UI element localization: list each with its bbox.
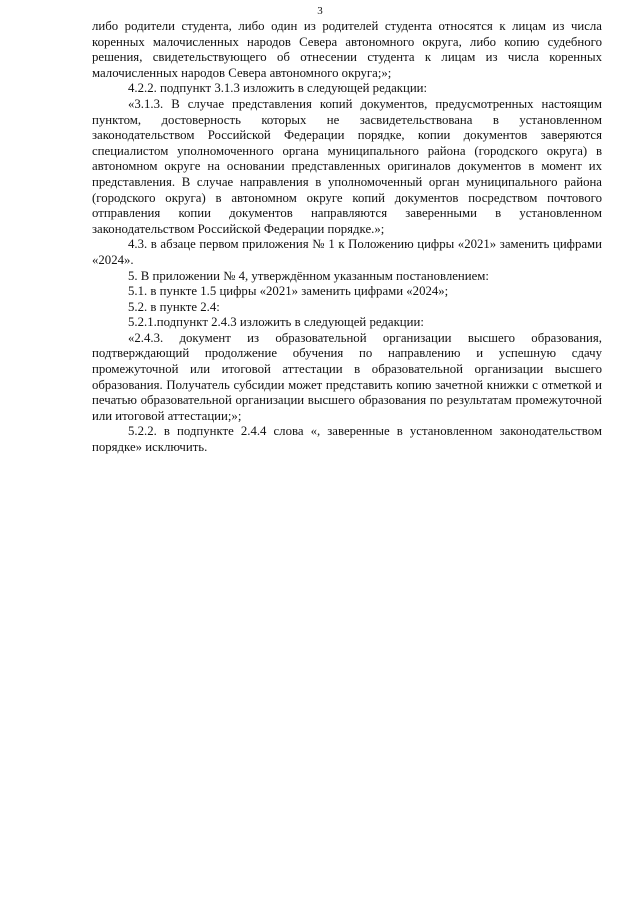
paragraph-5-1: 5.1. в пункте 1.5 цифры «2021» заменить цифрами «2024»; bbox=[128, 284, 449, 299]
paragraph-3-1-3-quote: «3.1.3. В случае представления копий документов, предусмотренных настоящим пунктом, достоверность которых не засвидетельствована в установленном законодательством Российской Федерации порядке, копии документов заверяются специалистом уполномоченного органа муниципального района (городского округа) в автономном округе на основании представленных оригиналов документов в момент их представления. В случае направления в уполномоченный орган муниципального района (городского округа) в автономном округе копий документов посредством почтового отправления копии документов направляются заверенными в установленном законодательством Российской Федерации порядке.»; bbox=[92, 96, 602, 236]
paragraph-5-2-2: 5.2.2. в подпункте 2.4.4 слова «, заверенные в установленном законодательством порядке» исключить. bbox=[92, 424, 602, 455]
paragraph-continuation: либо родители студента, либо один из родителей студента относятся к лицам из числа коренных малочисленных народов Севера автономного округа, либо копию судебного решения, свидетельствующего об отнесении студента к лицам из числа коренных малочисленных народов Севера автономного округа;»; bbox=[92, 19, 602, 80]
paragraph-5-2-1: 5.2.1.подпункт 2.4.3 изложить в следующей редакции: bbox=[128, 315, 424, 330]
paragraph-4-3: 4.3. в абзаце первом приложения № 1 к Положению цифры «2021» заменить цифрами «2024». bbox=[92, 237, 602, 267]
page-number: 3 bbox=[317, 5, 323, 17]
paragraph-4-2-2: 4.2.2. подпункт 3.1.3 изложить в следующей редакции: bbox=[128, 81, 428, 96]
paragraph-5: 5. В приложении № 4, утверждённом указанным постановлением: bbox=[128, 268, 489, 283]
paragraph-2-4-3-quote: «2.4.3. документ из образовательной организации высшего образования, подтверждающий продолжение обучения по направлению и успешную сдачу промежуточной или итоговой аттестации в образовательной организации высшего образования. Получатель субсидии может представить копию зачетной книжки с отметкой и печатью образовательной организации высшего образования по результатам промежуточной или итоговой аттестации;»; bbox=[92, 330, 602, 423]
paragraph-5-2: 5.2. в пункте 2.4: bbox=[128, 299, 220, 314]
document-body bbox=[92, 19, 602, 456]
